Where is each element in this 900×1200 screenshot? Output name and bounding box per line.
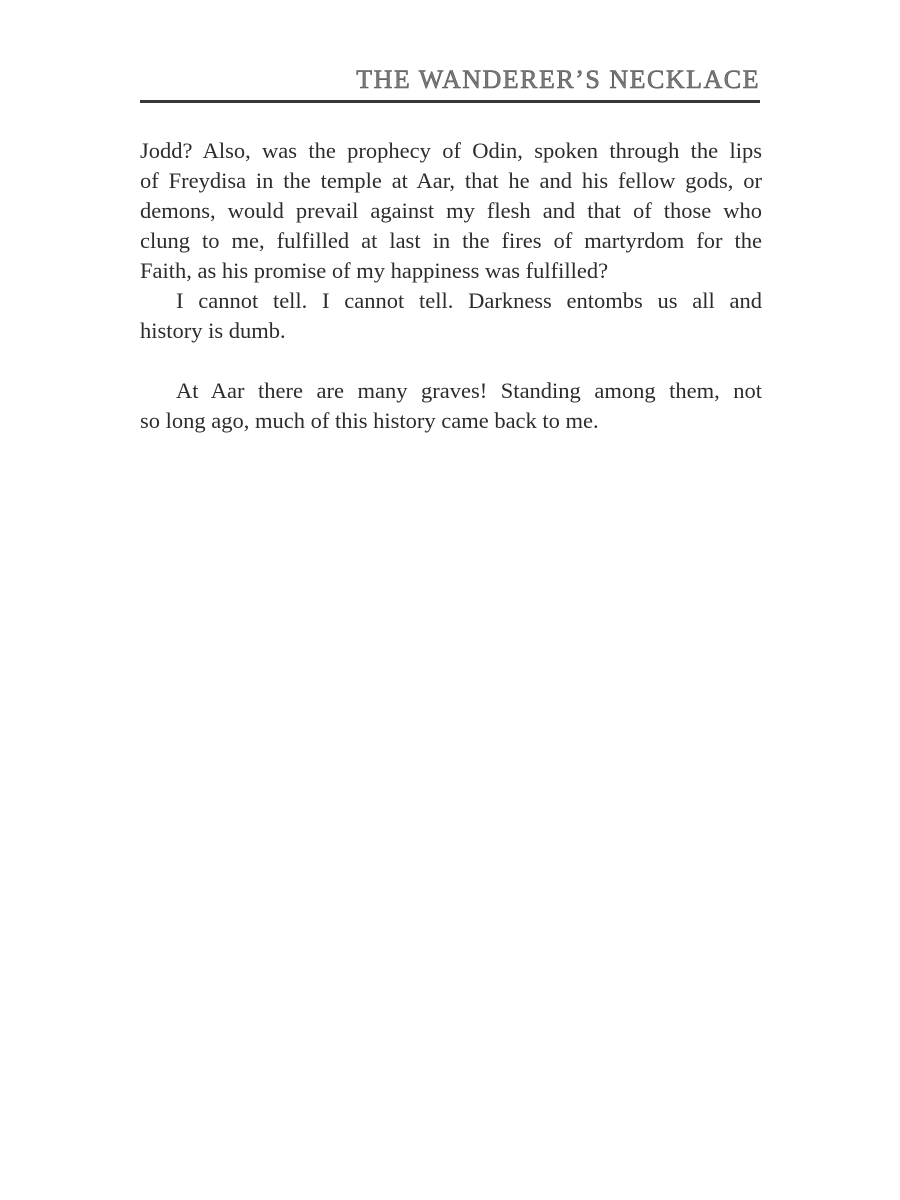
running-header — [140, 64, 760, 96]
text-line: so long ago, much of this history came back to me. — [140, 408, 599, 433]
text-line: At Aar there are many graves! Standing among them, not — [176, 378, 762, 403]
text-line: of Freydisa in the temple at Aar, that he and his fellow gods, or — [140, 168, 762, 193]
paragraph — [140, 136, 762, 286]
text-line: Jodd? Also, was the prophecy of Odin, spoken through the lips — [140, 138, 762, 163]
text-line: Faith, as his promise of my happiness was fulfilled? — [140, 258, 609, 283]
paragraph — [140, 376, 762, 436]
text-line: demons, would prevail against my flesh and that of those who — [140, 198, 762, 223]
page-title: THE WANDERER’S NECKLACE — [356, 65, 760, 94]
page-body — [140, 136, 762, 436]
paragraph — [140, 286, 762, 346]
text-line: clung to me, fulfilled at last in the fires of martyrdom for the — [140, 228, 762, 253]
text-line: history is dumb. — [140, 318, 286, 343]
header-rule — [140, 100, 760, 103]
text-line: I cannot tell. I cannot tell. Darkness entombs us all and — [176, 288, 762, 313]
